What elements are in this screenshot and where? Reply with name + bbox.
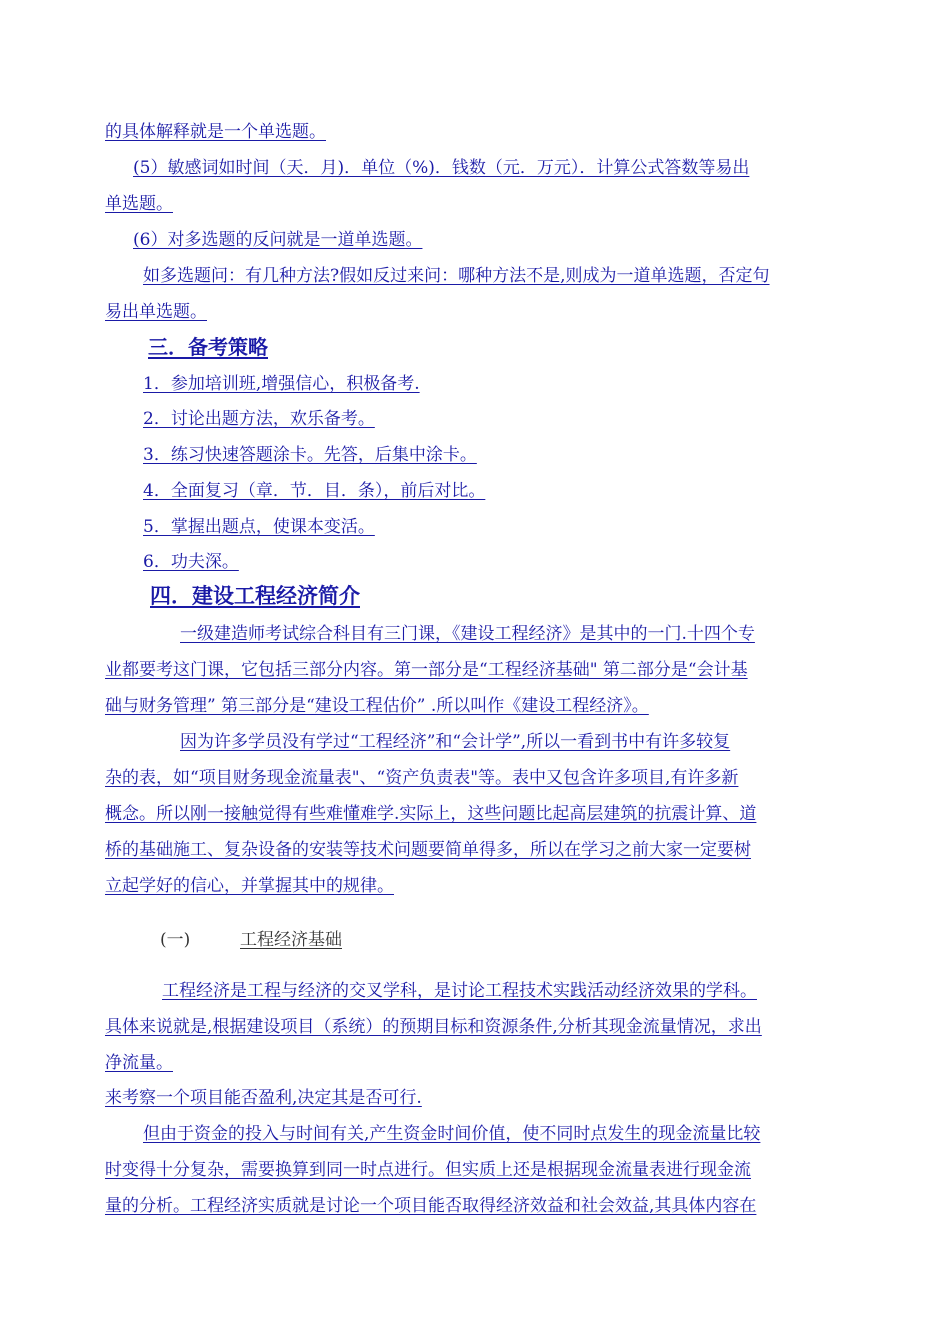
paragraph-line: (5）敏感词如时间（天．月)．单位（%)．钱数（元．万元）．计算公式答数等易出 bbox=[133, 158, 750, 178]
list-item: 4．全面复习（章．节．目．条），前后对比。 bbox=[143, 481, 486, 501]
paragraph-line: 桥的基础施工、复杂设备的安装等技术问题要简单得多，所以在学习之前大家一定要树 bbox=[105, 840, 751, 860]
paragraph-line: 因为许多学员没有学过“工程经济”和“会计学”,所以一看到书中有许多较复 bbox=[180, 732, 731, 752]
list-item: 5．掌握出题点，使课本变活。 bbox=[143, 517, 375, 537]
paragraph-line: 但由于资金的投入与时间有关,产生资金时间价值，使不同时点发生的现金流量比较 bbox=[143, 1124, 761, 1144]
list-item: 3．练习快速答题涂卡。先答，后集中涂卡。 bbox=[143, 445, 477, 465]
section-heading: 四．建设工程经济简介 bbox=[150, 583, 360, 608]
section-heading: 三．备考策略 bbox=[148, 335, 268, 359]
paragraph-line: 时变得十分复杂，需要换算到同一时点进行。但实质上还是根据现金流量表进行现金流 bbox=[105, 1160, 751, 1180]
paragraph-line: 工程经济是工程与经济的交叉学科，是讨论工程技术实践活动经济效果的学科。 bbox=[162, 981, 757, 1001]
subsection-title: 工程经济基础 bbox=[240, 930, 342, 950]
list-item: 6．功夫深。 bbox=[143, 552, 239, 572]
paragraph-line: 立起学好的信心，并掌握其中的规律。 bbox=[105, 876, 394, 896]
paragraph-line: 易出单选题。 bbox=[105, 302, 207, 322]
paragraph-line: 础与财务管理” 第三部分是“建设工程估价” .所以叫作《建设工程经济》。 bbox=[105, 696, 649, 716]
paragraph-line: 杂的表，如“项目财务现金流量表"、“资产负责表"等。表中又包含许多项目,有许多新 bbox=[105, 768, 739, 788]
paragraph-line: 一级建造师考试综合科目有三门课，《建设工程经济》是其中的一门.十四个专 bbox=[180, 624, 755, 644]
subsection-number: (一) bbox=[160, 930, 191, 950]
list-item: 2．讨论出题方法，欢乐备考。 bbox=[143, 409, 375, 429]
list-item: 1．参加培训班,增强信心，积极备考. bbox=[143, 374, 420, 394]
paragraph-line: (6）对多选题的反问就是一道单选题。 bbox=[133, 230, 423, 250]
paragraph-line: 概念。所以刚一接触觉得有些难懂难学.实际上，这些问题比起高层建筑的抗震计算、道 bbox=[105, 804, 757, 824]
paragraph-line: 单选题。 bbox=[105, 194, 173, 214]
paragraph-line: 净流量。 bbox=[105, 1053, 173, 1073]
paragraph-line: 如多选题问：有几种方法?假如反过来问：哪种方法不是,则成为一道单选题，否定句 bbox=[143, 266, 770, 286]
paragraph-line: 的具体解释就是一个单选题。 bbox=[105, 122, 326, 142]
paragraph-line: 业都要考这门课，它包括三部分内容。第一部分是“工程经济基础" 第二部分是“会计基 bbox=[105, 660, 748, 680]
paragraph-line: 量的分析。工程经济实质就是讨论一个项目能否取得经济效益和社会效益,其具体内容在 bbox=[105, 1196, 757, 1216]
paragraph-line: 来考察一个项目能否盈利,决定其是否可行. bbox=[105, 1088, 422, 1108]
paragraph-line: 具体来说就是,根据建设项目（系统）的预期目标和资源条件,分析其现金流量情况，求出 bbox=[105, 1017, 762, 1037]
